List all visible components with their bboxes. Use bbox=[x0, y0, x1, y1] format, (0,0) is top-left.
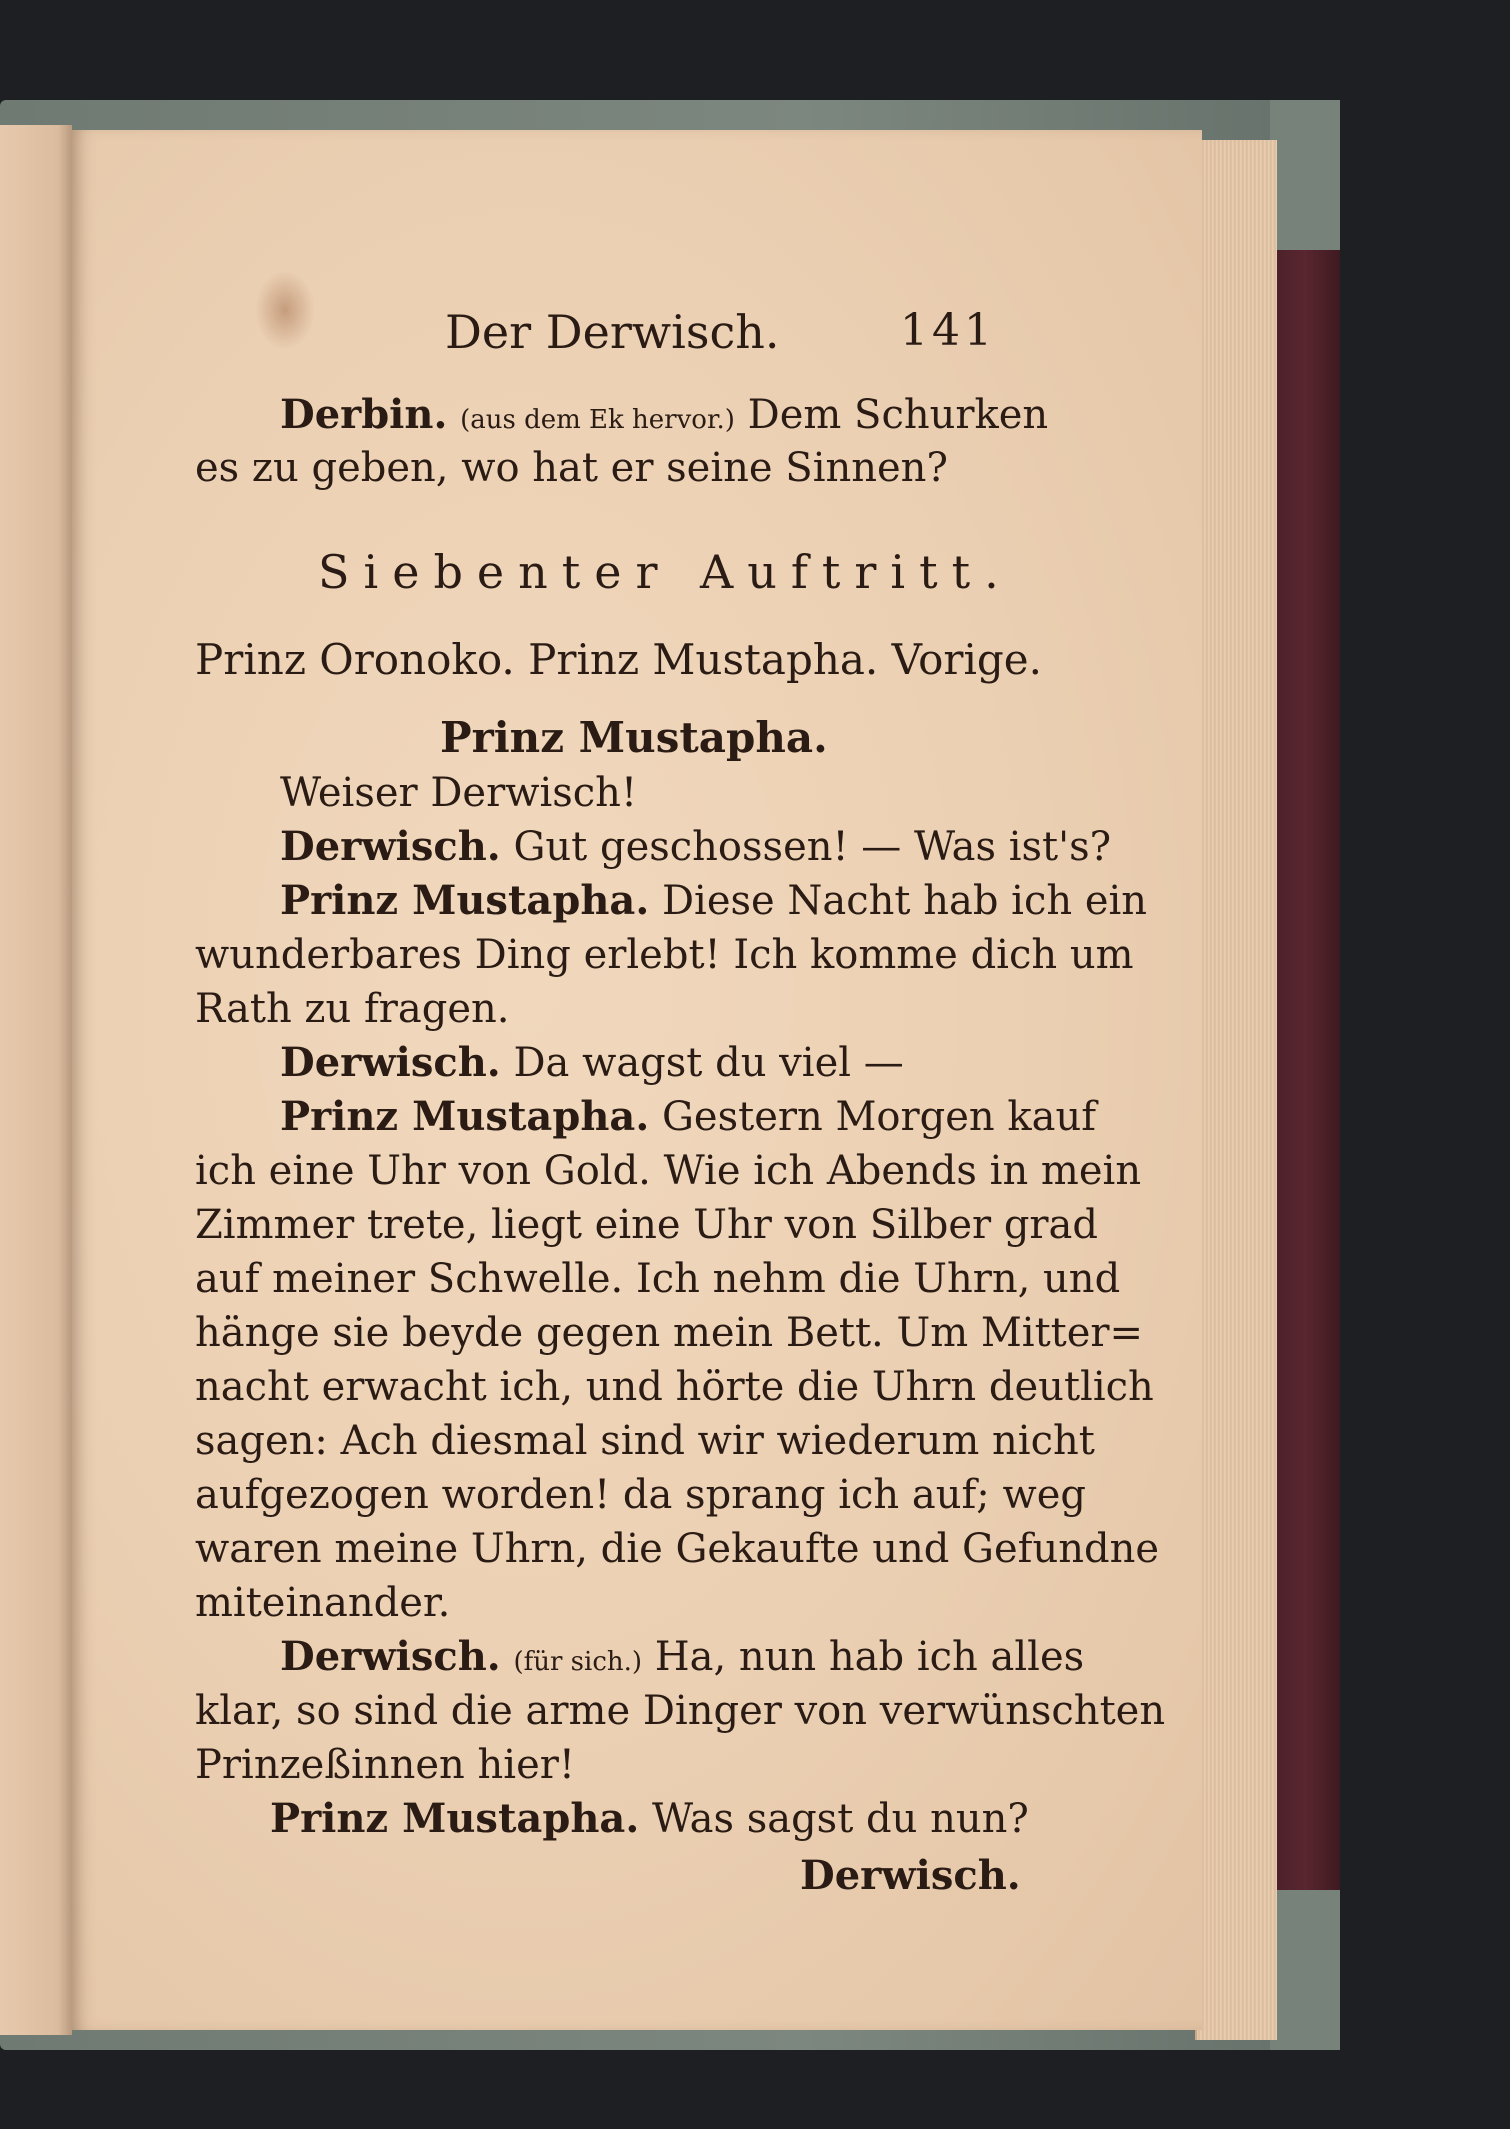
text-line bbox=[280, 1038, 1070, 1088]
text-line bbox=[280, 390, 1049, 445]
running-head: Der Derwisch. bbox=[445, 305, 780, 359]
text-line: es zu geben, wo hat er seine Sinnen? bbox=[195, 445, 948, 491]
text-line bbox=[280, 1632, 1085, 1687]
speech: Gut geschossen! — Was ist's? bbox=[513, 824, 1112, 870]
speech: Was sagst du nun? bbox=[651, 1796, 1029, 1842]
text-line: auf meiner Schwelle. Ich nehm die Uhrn, und bbox=[195, 1256, 1121, 1302]
text-line: nacht erwacht ich, und hörte die Uhrn deutlich bbox=[195, 1364, 1154, 1410]
text-line bbox=[280, 1092, 1097, 1142]
text-line bbox=[270, 1794, 1060, 1844]
scene-title: Siebenter Auftritt. bbox=[318, 545, 1013, 599]
cast-list: Prinz Oronoko. Prinz Mustapha. Vorige. bbox=[195, 635, 1042, 684]
speaker: Derwisch. bbox=[280, 823, 501, 870]
text-line: aufgezogen worden! da sprang ich auf; weg bbox=[195, 1472, 1087, 1518]
speaker: Derbin. bbox=[280, 391, 448, 438]
text-line: sagen: Ach diesmal sind wir wiederum nicht bbox=[195, 1418, 1095, 1464]
speaker: Derwisch. bbox=[280, 1039, 501, 1086]
text-line: waren meine Uhrn, die Gekaufte und Gefundne bbox=[195, 1526, 1160, 1572]
speech: Dem Schurken bbox=[747, 392, 1049, 438]
text-line: Prinzeßinnen hier! bbox=[195, 1742, 575, 1788]
catchword: Derwisch. bbox=[800, 1852, 1021, 1899]
text-line bbox=[280, 822, 1112, 872]
text-line: ich eine Uhr von Gold. Wie ich Abends in mein bbox=[195, 1148, 1142, 1194]
speaker: Prinz Mustapha. bbox=[280, 1093, 650, 1140]
text-line: Weiser Derwisch! bbox=[280, 770, 638, 816]
text-line: Zimmer trete, liegt eine Uhr von Silber grad bbox=[195, 1202, 1099, 1248]
text-line: klar, so sind die arme Dinger von verwünschten bbox=[195, 1688, 1166, 1734]
text-line: wunderbares Ding erlebt! Ich komme dich um bbox=[195, 932, 1134, 978]
stage-direction: (für sich.) bbox=[513, 1647, 643, 1677]
text-line: hänge sie beyde gegen mein Bett. Um Mitter= bbox=[195, 1310, 1144, 1356]
speaker-heading: Prinz Mustapha. bbox=[440, 713, 828, 762]
text-line: Rath zu fragen. bbox=[195, 986, 510, 1032]
speech: Ha, nun hab ich alles bbox=[654, 1634, 1085, 1680]
speech: Diese Nacht hab ich ein bbox=[661, 878, 1148, 924]
text-line: miteinander. bbox=[195, 1580, 451, 1626]
page-number: 141 bbox=[900, 305, 996, 356]
speech: Gestern Morgen kauf bbox=[661, 1094, 1097, 1140]
speaker: Derwisch. bbox=[280, 1633, 501, 1680]
speaker: Prinz Mustapha. bbox=[270, 1795, 640, 1842]
stage-direction: (aus dem Ek hervor.) bbox=[460, 405, 735, 435]
speaker: Prinz Mustapha. bbox=[280, 877, 650, 924]
text-line bbox=[280, 876, 1148, 926]
speech: Da wagst du viel — bbox=[513, 1040, 904, 1086]
